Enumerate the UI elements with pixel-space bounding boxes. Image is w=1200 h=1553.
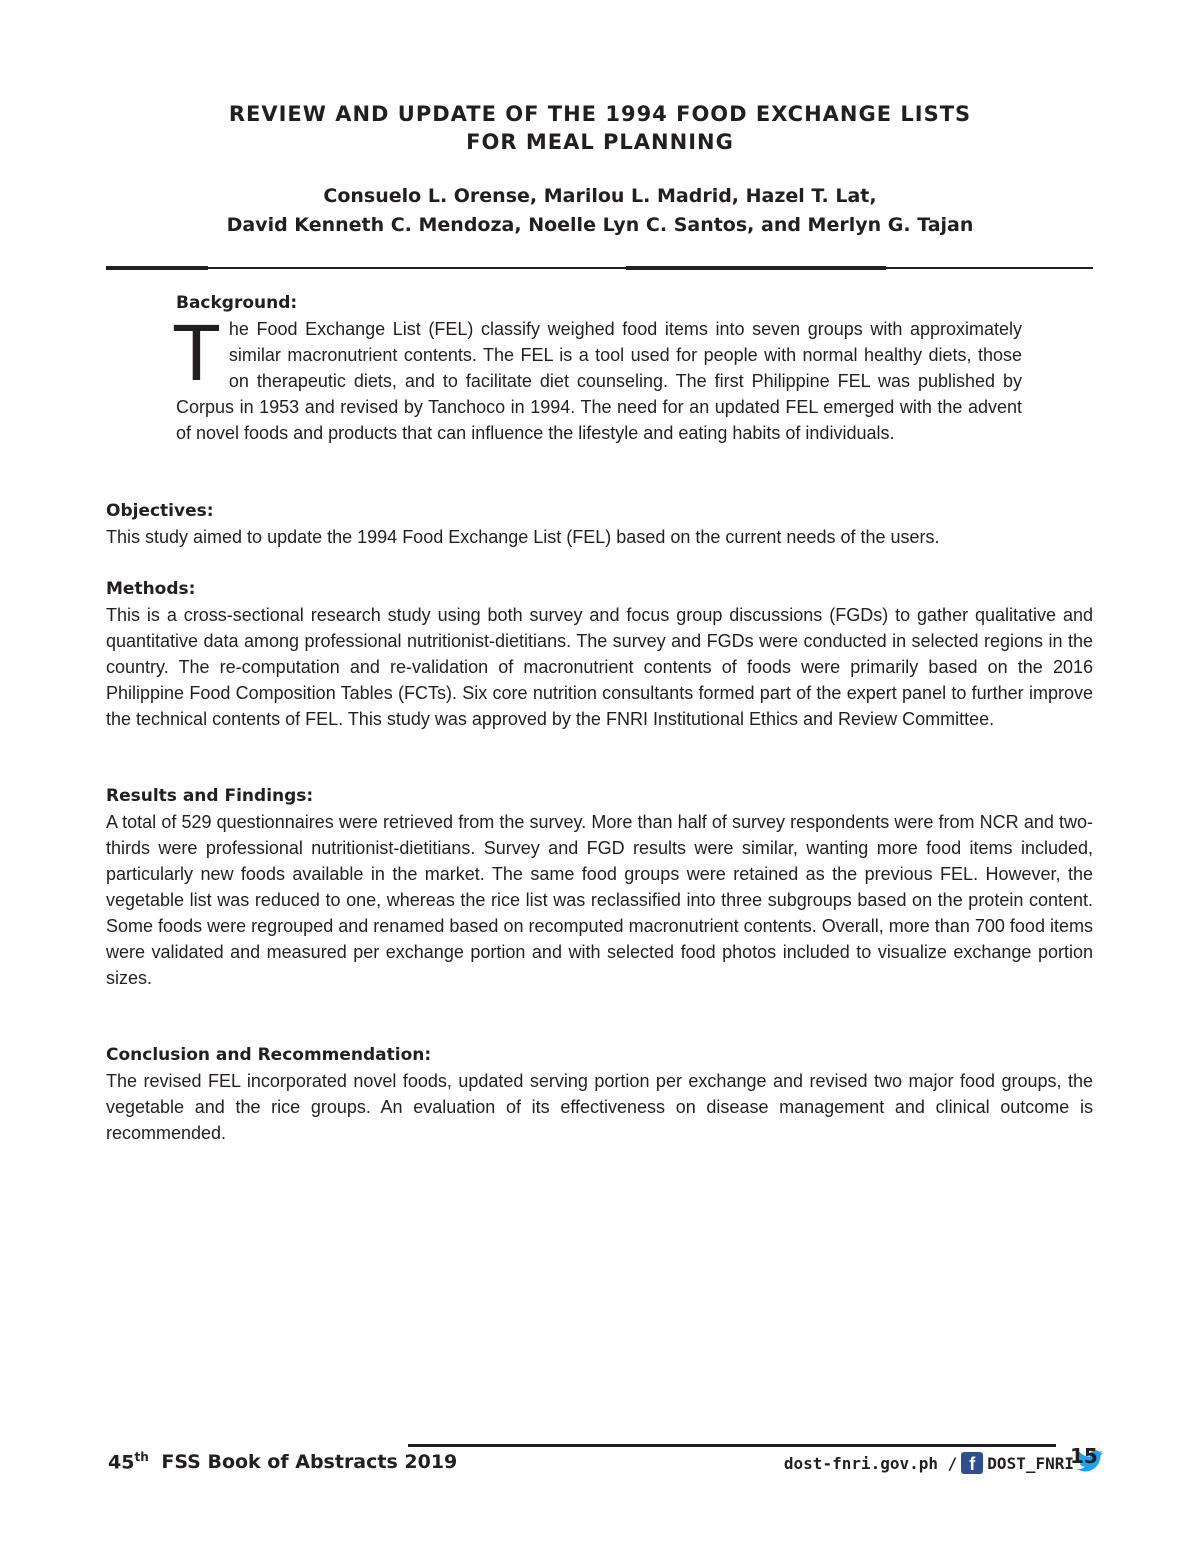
footer-links	[784, 1450, 1104, 1476]
objectives-heading: Objectives:	[106, 501, 214, 521]
edition-number: 45	[108, 1451, 135, 1474]
background-heading: Background:	[176, 293, 298, 313]
objectives-text: This study aimed to update the 1994 Food Exchange List (FEL) based on the current needs of the users.	[106, 527, 940, 547]
drop-cap: T	[172, 308, 221, 397]
authors-line-1: Consuelo L. Orense, Marilou L. Madrid, Hazel T. Lat,	[323, 185, 877, 207]
results-section	[106, 783, 1093, 991]
conclusion-section	[106, 1042, 1093, 1146]
book-title: FSS Book of Abstracts 2019	[161, 1451, 458, 1474]
title-line-2: FOR MEAL PLANNING	[466, 130, 734, 154]
methods-text: This is a cross-sectional research study using both survey and focus group discussions (FGDs) to gather qualitative and quantitative data among professional nutritionist-dietitians. The survey and FGDs were conducted in selected regions in the country. The re-computation and re-validation of macronutrient contents of foods were primarily based on the 2016 Philippine Food Composition Tables (FCTs). Six core nutrition consultants formed part of the expert panel to further improve the technical contents of FEL. This study was approved by the FNRI Institutional Ethics and Review Committee.	[106, 605, 1093, 729]
social-handle[interactable]: DOST_FNRI	[987, 1453, 1074, 1473]
facebook-icon[interactable]: f	[961, 1452, 983, 1474]
background-text: he Food Exchange List (FEL) classify weighed food items into seven groups with approximately similar macronutrient contents. The FEL is a tool used for people with normal healthy diets, those on therapeutic diets, and to facilitate diet counseling. The first Philippine FEL was published by Corpus in 1953 and revised by Tanchoco in 1994. The need for an updated FEL emerged with the advent of novel foods and products that can influence the lifestyle and eating habits of individuals.	[176, 319, 1022, 443]
background-paragraph	[172, 308, 1022, 446]
author-list	[100, 182, 1100, 240]
title-line-1: REVIEW AND UPDATE OF THE 1994 FOOD EXCHANGE LISTS	[228, 102, 972, 126]
paper-title	[100, 100, 1100, 156]
header-divider	[106, 267, 1093, 269]
results-text: A total of 529 questionnaires were retrieved from the survey. More than half of survey respondents were from NCR and two-thirds were professional nutritionist-dietitians. Survey and FGD results were similar, wanting more food items included, particularly new foods available in the market. The same food groups were retained as the previous FEL. However, the vegetable list was reduced to one, whereas the rice list was reclassified into three subgroups based on the protein content. Some foods were regrouped and renamed based on recomputed macronutrient contents. Overall, more than 700 food items were validated and measured per exchange portion and with selected food photos included to visualize exchange portion sizes.	[106, 812, 1093, 988]
header-divider-accent-mid	[626, 266, 886, 270]
footer-book-title	[108, 1450, 457, 1473]
footer-divider	[408, 1444, 1056, 1447]
methods-heading: Methods:	[106, 579, 196, 599]
objectives-section	[106, 498, 1093, 550]
conclusion-heading: Conclusion and Recommendation:	[106, 1045, 432, 1065]
website-link[interactable]: dost-fnri.gov.ph /	[783, 1453, 958, 1473]
edition-suffix: th	[134, 1450, 149, 1464]
conclusion-text: The revised FEL incorporated novel foods, updated serving portion per exchange and revised two major food groups, the vegetable and the rice groups. An evaluation of its effectiveness on disease management and clinical outcome is recommended.	[106, 1071, 1093, 1143]
results-heading: Results and Findings:	[106, 786, 314, 806]
page-number: 15	[1070, 1444, 1098, 1468]
header-divider-accent-left	[106, 266, 208, 270]
background-section	[172, 290, 1022, 446]
methods-section	[106, 576, 1093, 732]
authors-line-2: David Kenneth C. Mendoza, Noelle Lyn C. Santos, and Merlyn G. Tajan	[226, 214, 974, 236]
